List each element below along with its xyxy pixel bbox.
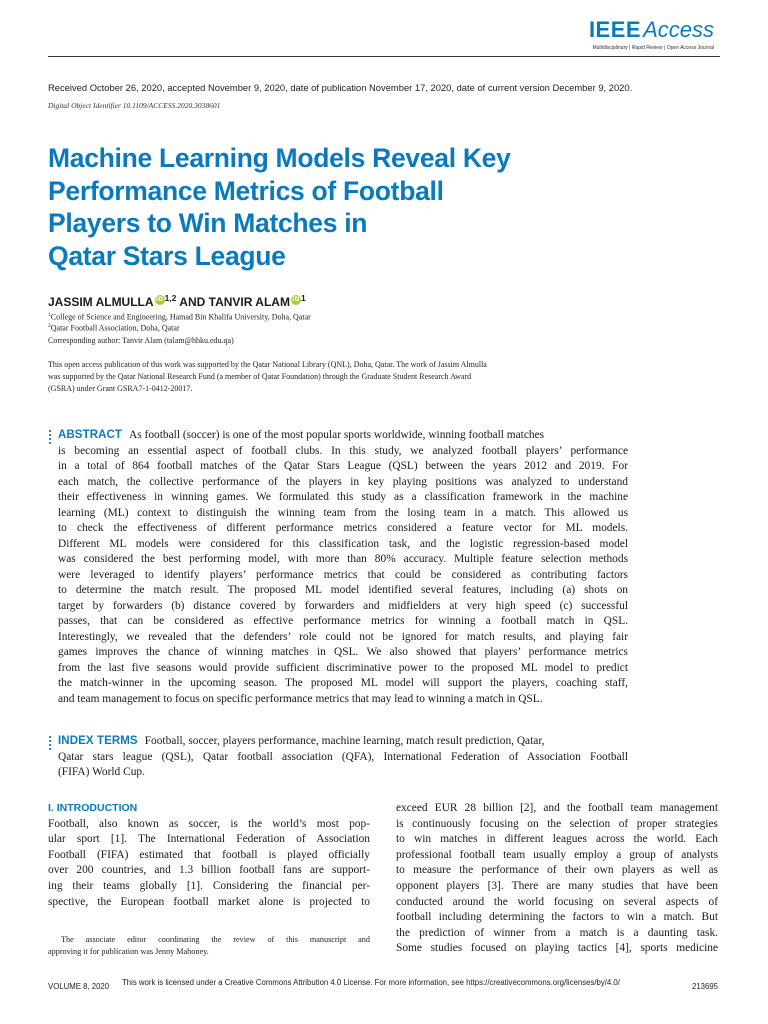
- abstract-line: target by forwarders (b) distance covered by forwarders and midfielders at very high speed (c) successful: [58, 599, 628, 612]
- intro-line: the prediction of winner from a match is a daunting task.: [396, 926, 718, 939]
- page-number: 213695: [691, 982, 718, 991]
- journal-name-bold: IEEE: [588, 17, 642, 42]
- abstract-label: ABSTRACT: [58, 429, 123, 441]
- funding-line: (GSRA) under Grant GSRA7-1-0412-20017.: [48, 384, 193, 393]
- intro-line: to measure the performance of their own players as well as: [396, 864, 718, 877]
- header-divider: [48, 56, 720, 57]
- abstract-line: their effectiveness in winning games. We formulated this study as a classification framework in the machine: [58, 491, 628, 503]
- abstract-line: was considered the best performing model, with more than 80% accuracy. Multiple feature selection methods: [58, 553, 628, 565]
- intro-line: ular sport [1]. The International Federation of Association: [48, 833, 370, 846]
- title-line: Players to Win Matches in: [48, 208, 368, 238]
- orcid-icon[interactable]: iD: [292, 296, 300, 303]
- abstract-line: to determine the match result. The proposed ML model identified several features, including (a) shots on: [58, 584, 628, 596]
- title-line: Performance Metrics of Football: [48, 175, 444, 206]
- abstract-line: is becoming an essential aspect of football clubs. In this study, we analyzed football players’ performance: [58, 444, 628, 457]
- intro-line: professional football team usually employ a group of analysts: [396, 848, 718, 861]
- affiliation-text: Qatar Football Association, Doha, Qatar: [50, 323, 180, 333]
- index-terms-dots-icon: [48, 735, 52, 752]
- title-line: Qatar Stars League: [48, 240, 286, 271]
- abstract-dots-icon: [48, 429, 52, 446]
- index-terms: [58, 734, 628, 781]
- author-affiliation-marker: 1: [300, 293, 306, 303]
- affiliation: [48, 311, 311, 322]
- abstract-line: were leveraged to identify players’ performance metrics that could be considered as contributing factors: [58, 568, 628, 581]
- section-heading: I. INTRODUCTION: [48, 802, 138, 814]
- author-affiliation-marker: 1,2: [164, 293, 177, 303]
- index-terms-label: INDEX TERMS: [58, 735, 138, 747]
- funding-statement: [48, 359, 588, 395]
- corresponding-author: Corresponding author: Tanvir Alam (talam@hbku.edu.qa): [48, 336, 234, 345]
- abstract-line: to check the effectiveness of different performance metrics considered a feature vector for ML models.: [58, 522, 628, 534]
- footer-volume: VOLUME 8, 2020: [48, 982, 110, 991]
- abstract-line: passes, that can be considered as effective performance metrics for winning a football match in QSL.: [58, 615, 628, 627]
- intro-right-column: [396, 801, 718, 957]
- editor-footnote: [48, 934, 370, 957]
- intro-line: football including determining the factors to win a match. But: [396, 911, 718, 924]
- abstract-line: As football (soccer) is one of the most popular sports worldwide, winning football matches: [129, 429, 545, 441]
- doi-line[interactable]: Digital Object Identifier 10.1109/ACCESS.2020.3038601: [48, 101, 221, 110]
- intro-line: spective, the European football market alone is projected to: [48, 895, 370, 908]
- abstract-line: in a total of 864 football matches of the Qatar Stars League (QSL) between the years 2012 and 2019. For: [58, 460, 628, 472]
- index-terms-line: (FIFA) World Cup.: [58, 766, 145, 778]
- abstract-line: the match-winner in the upcoming season. The proposed ML model will support the players, coaching staff,: [58, 677, 628, 689]
- author-name[interactable]: TANVIR ALAM: [208, 295, 290, 309]
- journal-logo: [589, 18, 714, 51]
- publication-dates: Received October 26, 2020, accepted November 9, 2020, date of publication November 17, 2020, date of current version December 9, 2020.: [48, 82, 633, 93]
- footnote-line: The associate editor coordinating the review of this manuscript and: [61, 935, 370, 944]
- footnote-line: approving it for publication was Jenny Mahoney.: [48, 946, 209, 956]
- abstract-line: each match, the collective performance of the players in key playing positions was analyzed to understand: [58, 475, 628, 488]
- affiliation-number: 2: [48, 323, 51, 330]
- footer-license[interactable]: This work is licensed under a Creative Commons Attribution 4.0 License. For more information, see https://creativecommons.org/licenses/by/4.0/: [122, 978, 620, 987]
- author-name[interactable]: JASSIM ALMULLA: [48, 295, 154, 309]
- abstract-line: from the last five seasons would provide sufficient discriminative power to the proposed ML model to predict: [58, 661, 628, 674]
- abstract-line: games improves the chance of winning matches in QSL. We also showed that players’ performance metrics: [58, 646, 628, 658]
- intro-line: exceed EUR 28 billion [2], and the football team management: [396, 802, 718, 814]
- journal-tagline: Multidisciplinary | Rapid Review | Open Access Journal: [592, 45, 714, 51]
- abstract: [58, 428, 628, 707]
- intro-line: Football, also known as soccer, is the world’s most pop-: [48, 817, 370, 830]
- intro-left-column: [48, 801, 370, 910]
- intro-line: conducted around the world focusing on several aspects of: [396, 895, 718, 908]
- affiliations: [48, 311, 311, 333]
- affiliation-text: College of Science and Engineering, Hamad Bin Khalifa University, Doha, Qatar: [50, 312, 311, 322]
- index-terms-line: Qatar stars league (QSL), Qatar football association (QFA), International Federation of Association Football: [58, 750, 628, 763]
- funding-line: This open access publication of this work was supported by the Qatar National Library (QNL), Doha, Qatar. The work of Jassim Almulla: [48, 360, 487, 369]
- abstract-line: and team management to focus on specific performance metrics that may lead to winning a match in QSL.: [58, 692, 543, 705]
- intro-line: to win matches in different leagues across the world. Each: [396, 833, 718, 846]
- orcid-icon[interactable]: iD: [156, 296, 164, 303]
- title-line: Machine Learning Models Reveal Key: [48, 143, 511, 173]
- author-connector: AND: [179, 295, 206, 309]
- abstract-line: Interestingly, we revealed that the defenders’ role could not be ignored for match results, and playing fair: [58, 630, 628, 643]
- intro-line: Some studies focused on playing tactics [4], sports medicine: [396, 942, 718, 955]
- funding-line: was supported by the Qatar National Research Fund (a member of Qatar Foundation) through the Graduate Student Research Award: [48, 372, 472, 381]
- paper-title: [48, 142, 608, 272]
- intro-line: over 200 countries, and 1.3 billion football fans are support-: [48, 864, 370, 877]
- intro-line: is continuously focusing on the selection of proper strategies: [396, 817, 718, 830]
- author-list: [48, 293, 306, 309]
- index-terms-line: Football, soccer, players performance, machine learning, match result prediction, Qatar,: [144, 735, 545, 747]
- abstract-line: Different ML models were considered for this classification task, and the logistic regression-based model: [58, 537, 628, 550]
- affiliation-number: 1: [48, 312, 51, 318]
- intro-line: opponent players [3]. There are many studies that have been: [396, 879, 718, 892]
- affiliation: [48, 322, 311, 333]
- intro-line: Football (FIFA) estimated that football is played officially: [48, 848, 370, 861]
- journal-name-italic: Access: [643, 17, 714, 42]
- intro-line: ing their teams globally [1]. Considering the financial per-: [48, 879, 370, 892]
- abstract-line: learning (ML) context to distinguish the winning team from the losing team in a match. This allowed us: [58, 506, 628, 519]
